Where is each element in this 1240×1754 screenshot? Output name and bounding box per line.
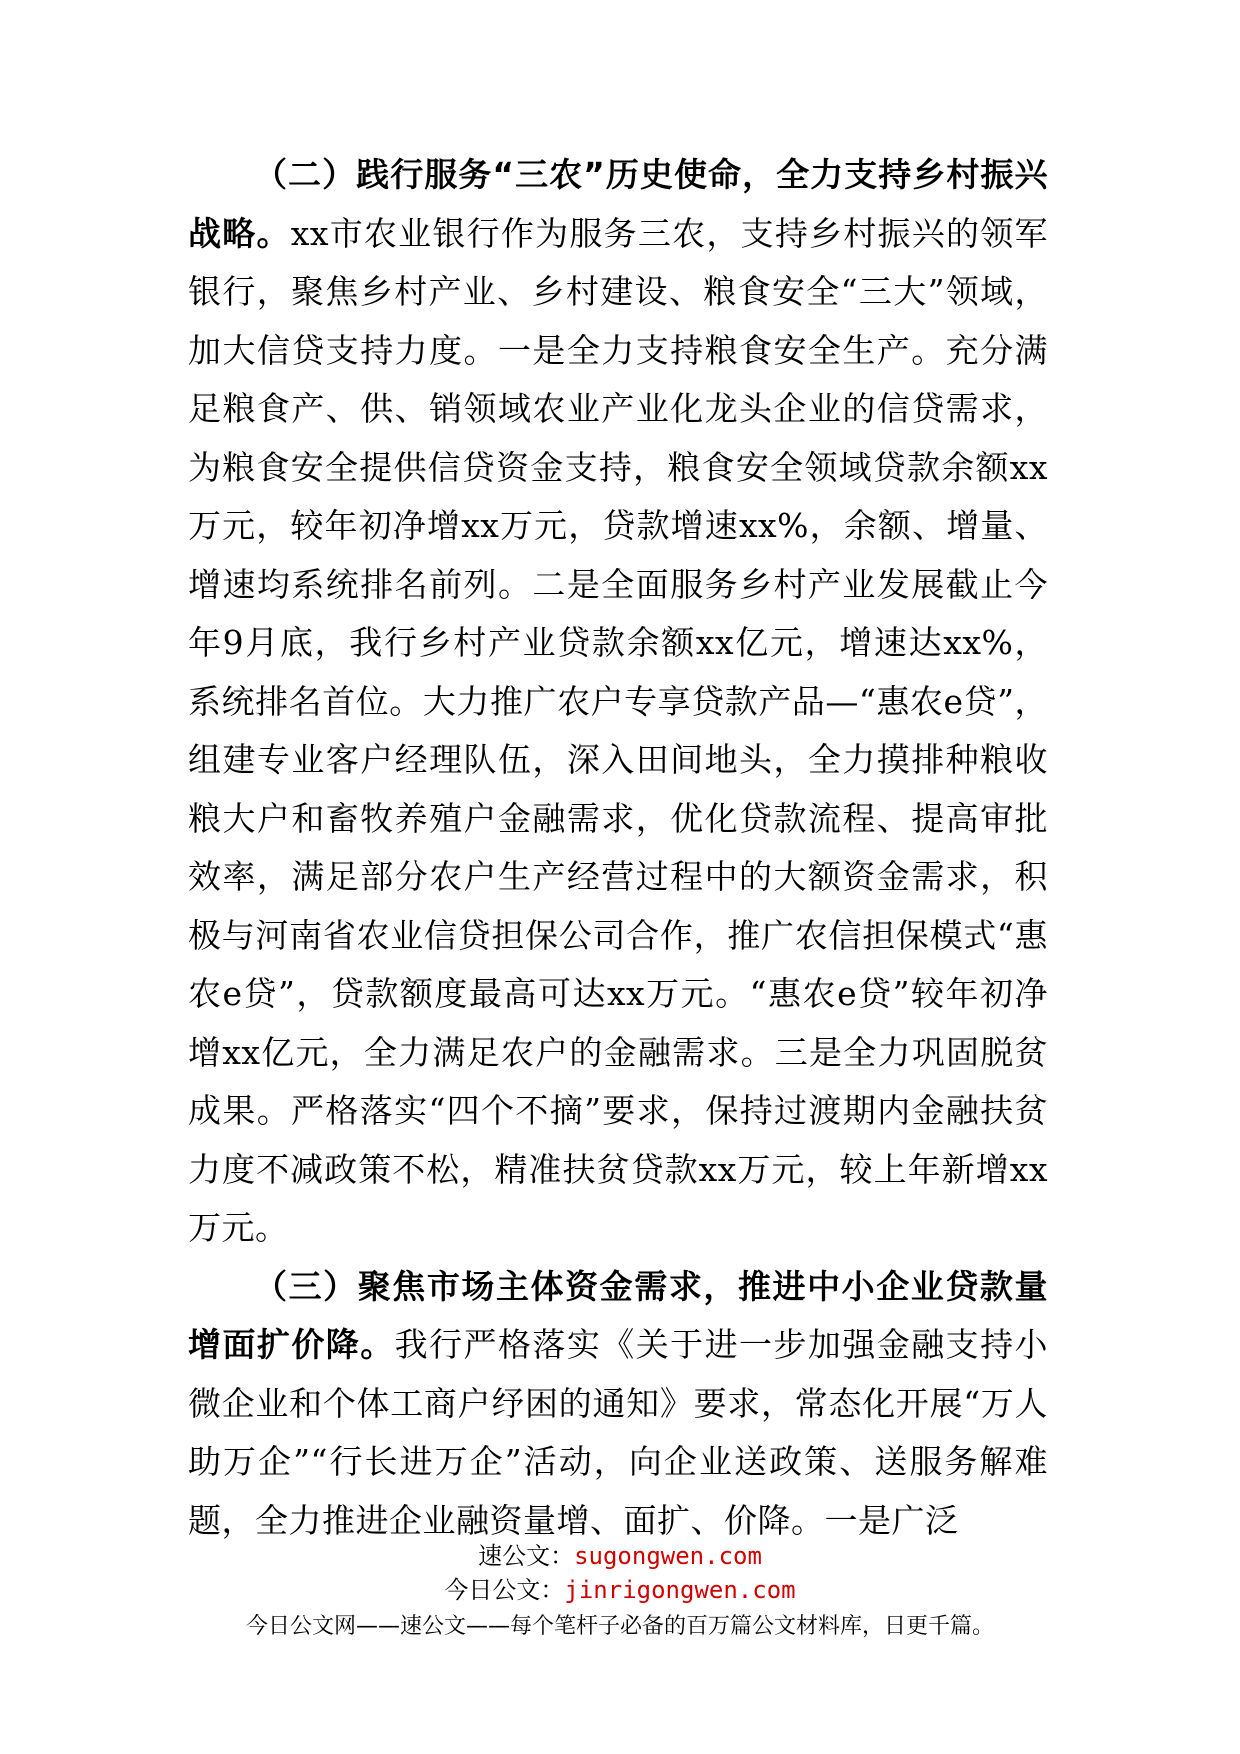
footer-sugongwen (0, 1540, 1240, 1572)
footer-url-link[interactable]: sugongwen.com (574, 1542, 762, 1570)
paragraph-text: 我行严格落实《关于进一步加强金融支持小微企业和个体工商户纾困的通知》要求，常态化开展“万人助万企”“行长进万企”活动，向企业送政策、送服务解难题，全力推进企业融资量增、面扩、价降。一是广泛 (188, 1325, 1048, 1540)
paragraph-text: xx市农业银行作为服务三农，支持乡村振兴的领军银行，聚焦乡村产业、乡村建设、粮食安全“三大”领域，加大信贷支持力度。一是全力支持粮食安全生产。充分满足粮食产、供、销领域农业产业化龙头企业的信贷需求，为粮食安全提供信贷资金支持，粮食安全领域贷款余额xx万元，较年初净增xx万元，贷款增速xx%，余额、增量、增速均系统排名前列。二是全面服务乡村产业发展截止今年9月底，我行乡村产业贷款余额xx亿元，增速达xx%，系统排名首位。大力推广农户专享贷款产品—“惠农e贷”，组建专业客户经理队伍，深入田间地头，全力摸排种粮收粮大户和畜牧养殖户金融需求，优化贷款流程、提高审批效率，满足部分农户生产经营过程中的大额资金需求，积极与河南省农业信贷担保公司合作，推广农信担保模式“惠农e贷”，贷款额度最高可达xx万元。“惠农e贷”较年初净增xx亿元，全力满足农户的金融需求。三是全力巩固脱贫成果。严格落实“四个不摘”要求，保持过渡期内金融扶贫力度不减政策不松，精准扶贫贷款xx万元，较上年新增xx万元。 (188, 213, 1049, 1247)
paragraph-sme-loans (188, 1258, 1048, 1551)
footer-label: 速公文： (478, 1542, 575, 1570)
footer-url-link[interactable]: jinrigongwen.com (564, 1576, 796, 1604)
document-body (188, 146, 1048, 1550)
footer-jinrigongwen (0, 1574, 1240, 1606)
paragraph-heading: （二）践行服务“三农”历史使命，全力支持乡村振兴战略。 (188, 155, 1048, 253)
footer-tagline: 今日公文网——速公文——每个笔杆子必备的百万篇公文材料库，日更千篇。 (245, 1614, 994, 1639)
paragraph-heading: （三）聚焦市场主体资金需求，推进中小企业贷款量增面扩价降。 (188, 1266, 1048, 1364)
footer-label: 今日公文： (444, 1576, 565, 1604)
paragraph-rural-revitalization (188, 146, 1048, 1258)
